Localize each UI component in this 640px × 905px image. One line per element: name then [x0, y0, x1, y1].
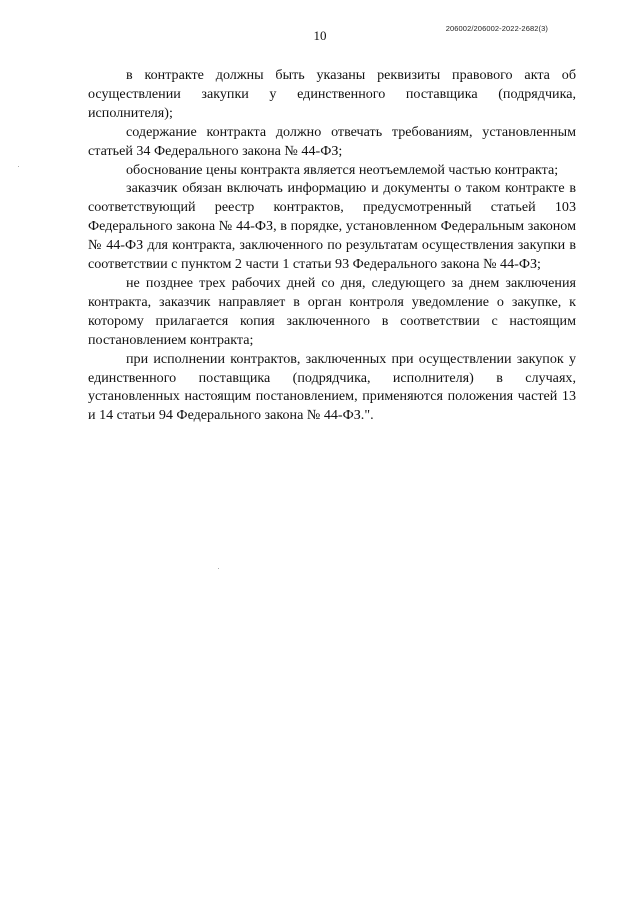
paragraph: в контракте должны быть указаны реквизиты правового акта об осуществлении закупки у единственного поставщика (подрядчика, исполнителя); — [88, 67, 576, 121]
paragraph: не позднее трех рабочих дней со дня, следующего за днем заключения контракта, заказчик направляет в орган контроля уведомление о закупке, к которому прилагается копия заключенного в соответствии с настоящим постановлением контракта; — [88, 274, 576, 348]
paragraph: обоснование цены контракта является неотъемлемой частью контракта; — [126, 161, 559, 178]
body-text — [88, 66, 576, 425]
paragraph: содержание контракта должно отвечать требованиям, установленным статьей 34 Федерального закона № 44-ФЗ; — [88, 123, 576, 159]
scan-speck — [18, 166, 19, 167]
scan-speck — [218, 568, 219, 569]
paragraph: при исполнении контрактов, заключенных при осуществлении закупок у единственного поставщика (подрядчика, исполнителя) в случаях, установленных настоящим постановлением, применяются положения частей 13 и 14 статьи 94 Федерального закона № 44-ФЗ.". — [88, 350, 576, 424]
document-id: 206002/206002-2022-2682(3) — [445, 24, 548, 33]
page-number: 10 — [313, 28, 327, 43]
paragraph: заказчик обязан включать информацию и документы о таком контракте в соответствующий реестр контрактов, предусмотренный статьей 103 Федерального закона № 44-ФЗ, в порядке, установленном Федеральным законом № 44-ФЗ для контракта, заключенного по результатам осуществления закупки в соответствии с пунктом 2 части 1 статьи 93 Федерального закона № 44-ФЗ; — [88, 180, 576, 273]
